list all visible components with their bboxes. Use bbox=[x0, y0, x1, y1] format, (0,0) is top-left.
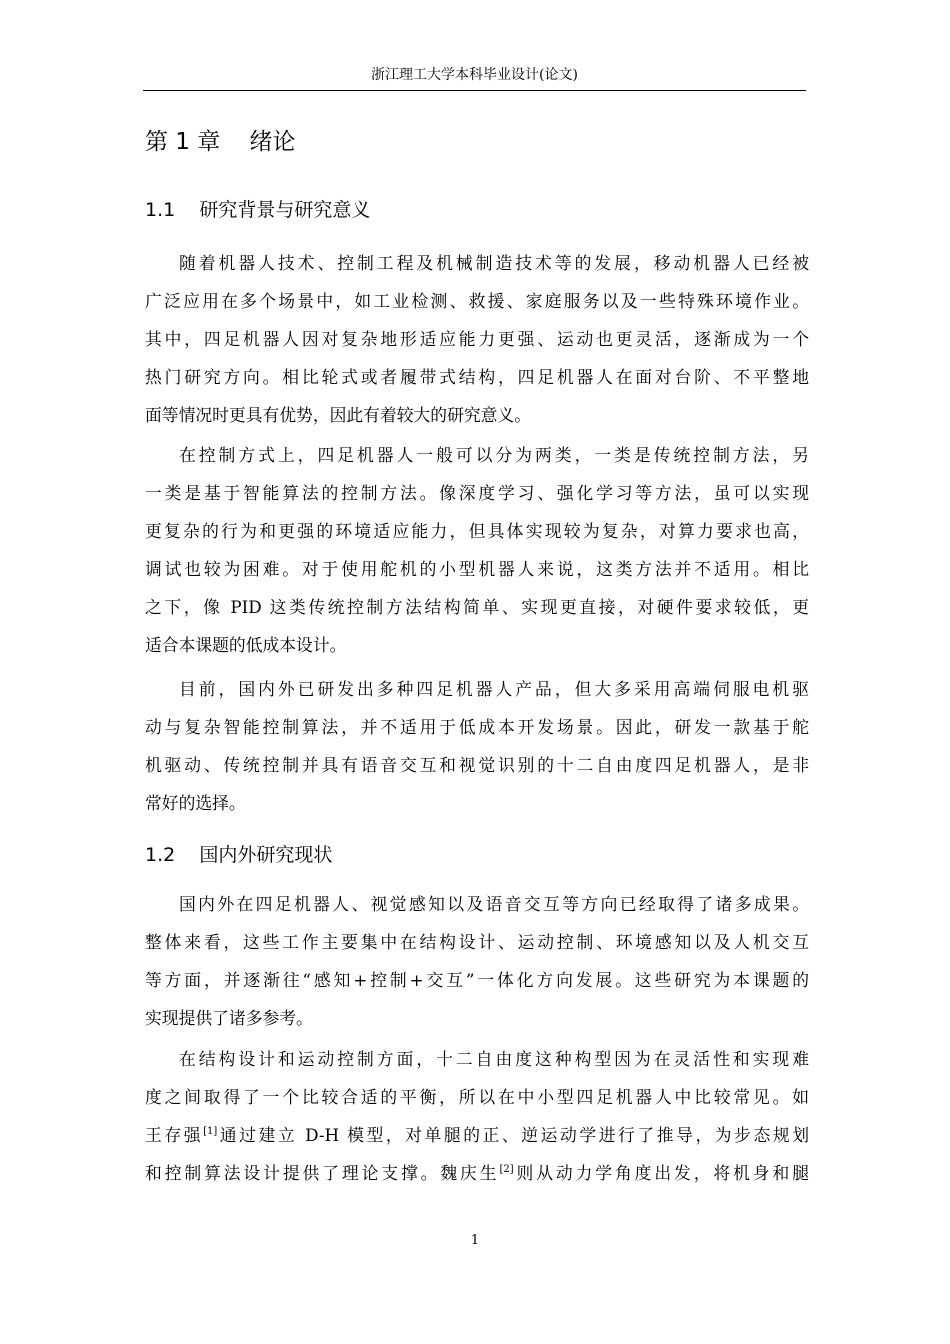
paragraph-line: 其中，四足机器人因对复杂地形适应能力更强、运动也更灵活，逐渐成为一个 bbox=[145, 329, 809, 349]
citation-ref[interactable]: [2] bbox=[499, 1164, 514, 1175]
paragraph-line: 随着机器人技术、控制工程及机械制造技术等的发展，移动机器人已经被 bbox=[179, 253, 809, 273]
section-title-1-1: 1.1 研究背景与研究意义 bbox=[145, 199, 371, 221]
paragraph bbox=[145, 885, 809, 1037]
section-title-1-2: 1.2 国内外研究现状 bbox=[145, 844, 333, 866]
paragraph-line: 更复杂的行为和更强的环境适应能力，但具体实现较为复杂，对算力要求也高， bbox=[145, 521, 809, 541]
paragraph-line: 等方面，并逐渐往“感知+控制+交互”一体化方向发展。这些研究为本课题的 bbox=[145, 970, 809, 990]
paragraph-line: 适合本课题的低成本设计。 bbox=[145, 635, 347, 655]
header-title: 浙江理工大学本科毕业设计(论文) bbox=[371, 67, 578, 83]
paragraph bbox=[145, 1040, 809, 1192]
page-number: 1 bbox=[470, 1233, 480, 1248]
text-run: 通过建立 D-H 模型，对单腿的正、逆运动学进行了推导，为步态规划 bbox=[217, 1125, 809, 1145]
paragraph-line: 实现提供了诸多参考。 bbox=[145, 1008, 313, 1028]
paragraph bbox=[145, 244, 809, 434]
text-run: 王存强 bbox=[145, 1125, 204, 1145]
page-header bbox=[143, 62, 806, 91]
paragraph bbox=[145, 670, 809, 822]
paragraph-line: 一类是基于智能算法的控制方法。像深度学习、强化学习等方法，虽可以实现 bbox=[145, 483, 809, 503]
text-run: 则从动力学角度出发，将机身和腿 bbox=[513, 1163, 809, 1183]
paragraph-line: 整体来看，这些工作主要集中在结构设计、运动控制、环境感知以及人机交互 bbox=[145, 932, 809, 952]
text-run: 和控制算法设计提供了理论支撑。魏庆生 bbox=[145, 1163, 500, 1183]
paragraph-line: 目前，国内外已研发出多种四足机器人产品，但大多采用高端伺服电机驱 bbox=[179, 679, 809, 699]
paragraph-line: 在结构设计和运动控制方面，十二自由度这种构型因为在灵活性和实现难 bbox=[179, 1049, 809, 1069]
paragraph-line: 广泛应用在多个场景中，如工业检测、救援、家庭服务以及一些特殊环境作业。 bbox=[145, 291, 809, 311]
paragraph-line: 度之间取得了一个比较合适的平衡，所以在中小型四足机器人中比较常见。如 bbox=[145, 1087, 809, 1107]
paragraph-line: 热门研究方向。相比轮式或者履带式结构，四足机器人在面对台阶、不平整地 bbox=[145, 367, 809, 387]
paragraph-line-with-citation bbox=[145, 1154, 809, 1192]
chapter-title: 第 1 章 绪论 bbox=[145, 129, 296, 155]
paragraph-line: 调试也较为困难。对于使用舵机的小型机器人来说，这类方法并不适用。相比 bbox=[145, 559, 809, 579]
paragraph-line: 常好的选择。 bbox=[145, 793, 246, 813]
paragraph-line: 面等情况时更具有优势，因此有着较大的研究意义。 bbox=[145, 405, 531, 425]
citation-ref[interactable]: [1] bbox=[203, 1126, 218, 1137]
paragraph-line: 机驱动、传统控制并具有语音交互和视觉识别的十二自由度四足机器人，是非 bbox=[145, 755, 809, 775]
paragraph-line: 之下，像 PID 这类传统控制方法结构简单、实现更直接，对硬件要求较低，更 bbox=[145, 597, 809, 617]
paragraph-line: 国内外在四足机器人、视觉感知以及语音交互等方向已经取得了诸多成果。 bbox=[179, 894, 809, 914]
paragraph-line: 动与复杂智能控制算法，并不适用于低成本开发场景。因此，研发一款基于舵 bbox=[145, 717, 809, 737]
paragraph-line-with-citation bbox=[145, 1116, 809, 1154]
paragraph-line: 在控制方式上，四足机器人一般可以分为两类，一类是传统控制方法，另 bbox=[179, 445, 809, 465]
paragraph bbox=[145, 436, 809, 664]
